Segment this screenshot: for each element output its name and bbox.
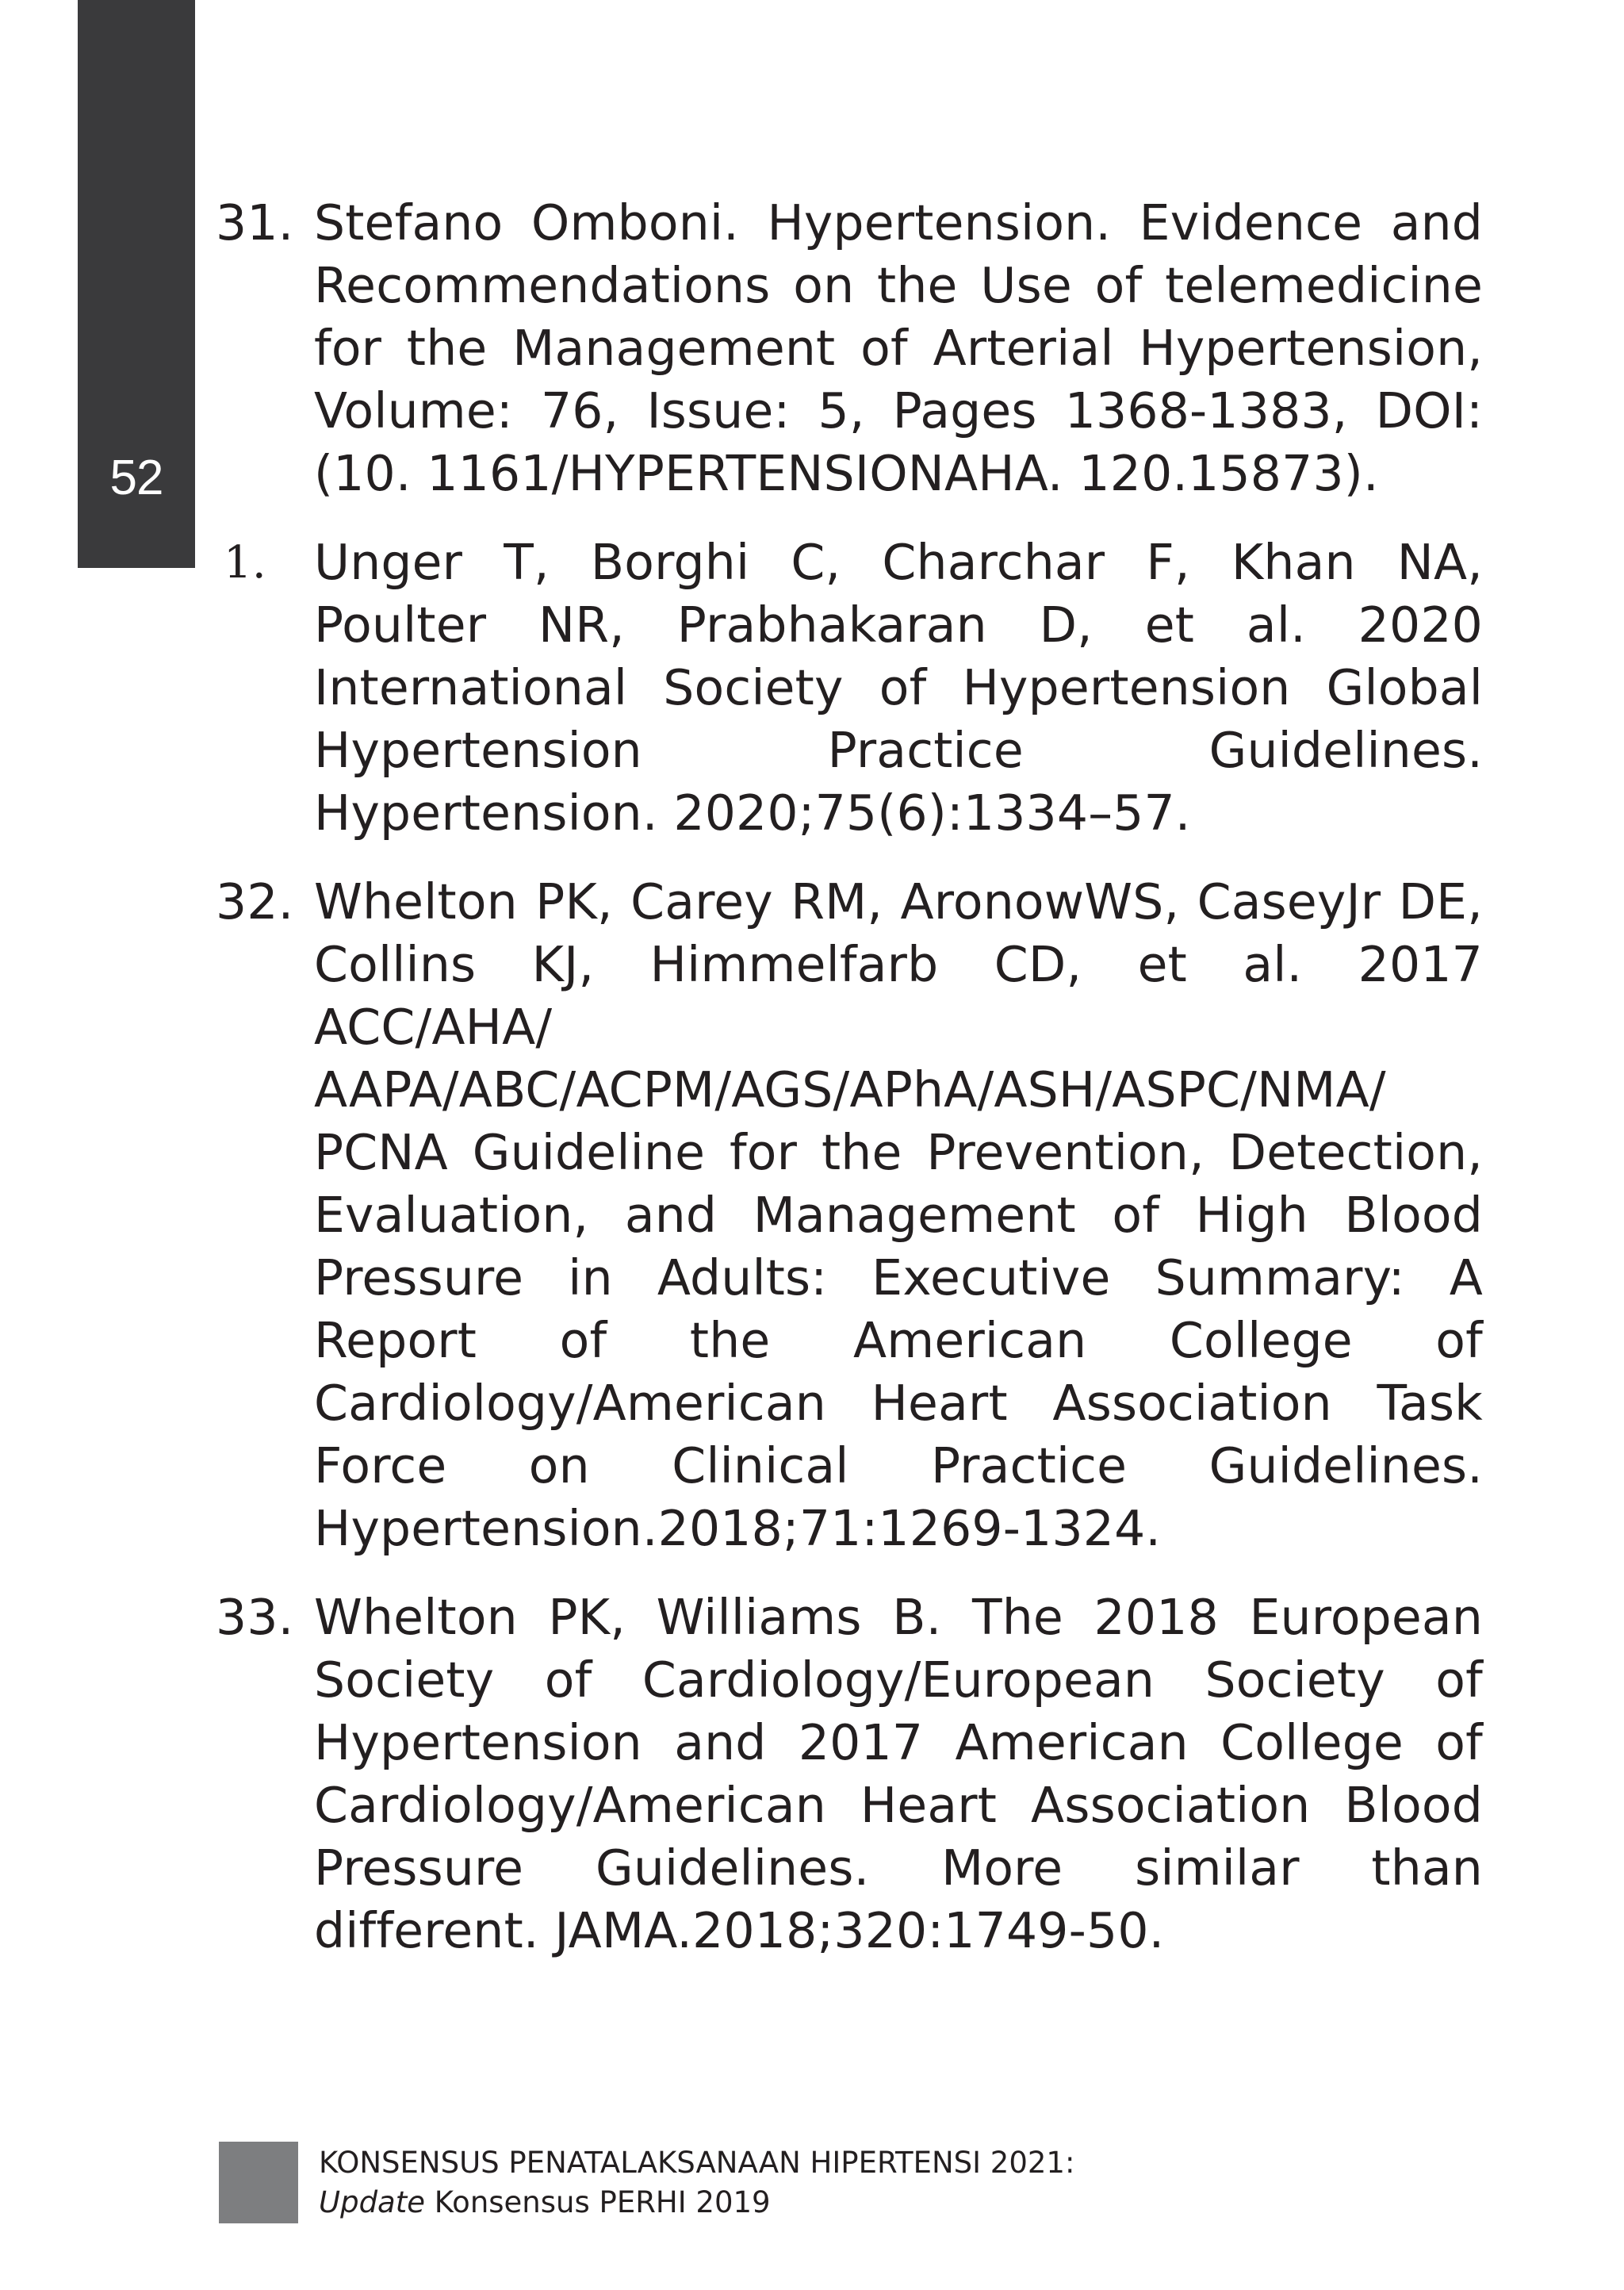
- reference-number: 33.: [216, 1589, 294, 1646]
- footer-title-rest: Konsensus PERHI 2019: [425, 2185, 771, 2219]
- reference-number: 32.: [216, 873, 294, 930]
- footer-title-line2: [319, 2183, 1074, 2223]
- reference-text: Whelton PK, Carey RM, AronowWS, CaseyJr DE, Collins KJ, Himmelfarb CD, et al. 2017 ACC/AHA/ AAPA/ABC/ACPM/AGS/APhA/ASH/ASPC/NMA/ PCNA Guideline for the Prevention, Detection, Evaluation, and Management of High Blood Pressure in Adults: Executive Summary: A Report of the American College of Cardiology/American Heart Association Task Force on Clinical Practice Guidelines. Hypertension.2018;71:1269-1324.: [314, 873, 1483, 1557]
- reference-item: [216, 871, 1483, 1560]
- footer-gray-block: [219, 2142, 298, 2223]
- reference-text: Stefano Omboni. Hypertension. Evidence and Recommendations on the Use of telemedicine for the Management of Arterial Hypertension, Volume: 76, Issue: 5, Pages 1368-1383, DOI: (10. 1161/HYPERTENSIONAHA. 120.15873).: [314, 194, 1483, 502]
- reference-number: 1.: [224, 537, 266, 589]
- reference-text: Whelton PK, Williams B. The 2018 European Society of Cardiology/European Society of Hypertension and 2017 American College of Cardiology/American Heart Association Blood Pressure Guidelines. More similar than different. JAMA.2018;320:1749-50.: [314, 1589, 1483, 1959]
- reference-item: [216, 1586, 1483, 1962]
- reference-list: [216, 192, 1483, 1989]
- footer-title-italic: Update: [319, 2185, 425, 2219]
- page-number: 52: [109, 451, 163, 505]
- reference-text: Unger T, Borghi C, Charchar F, Khan NA, Poulter NR, Prabhakaran D, et al. 2020 International Society of Hypertension Global Hypertension Practice Guidelines. Hypertension. 2020;75(6):1334–57.: [314, 534, 1483, 842]
- reference-item: [216, 192, 1483, 505]
- reference-item: [216, 531, 1483, 845]
- reference-number: 31.: [216, 194, 294, 251]
- footer-title-line1: KONSENSUS PENATALAKSANAAN HIPERTENSI 2021:: [319, 2146, 1075, 2180]
- footer-running-title: [319, 2143, 1074, 2223]
